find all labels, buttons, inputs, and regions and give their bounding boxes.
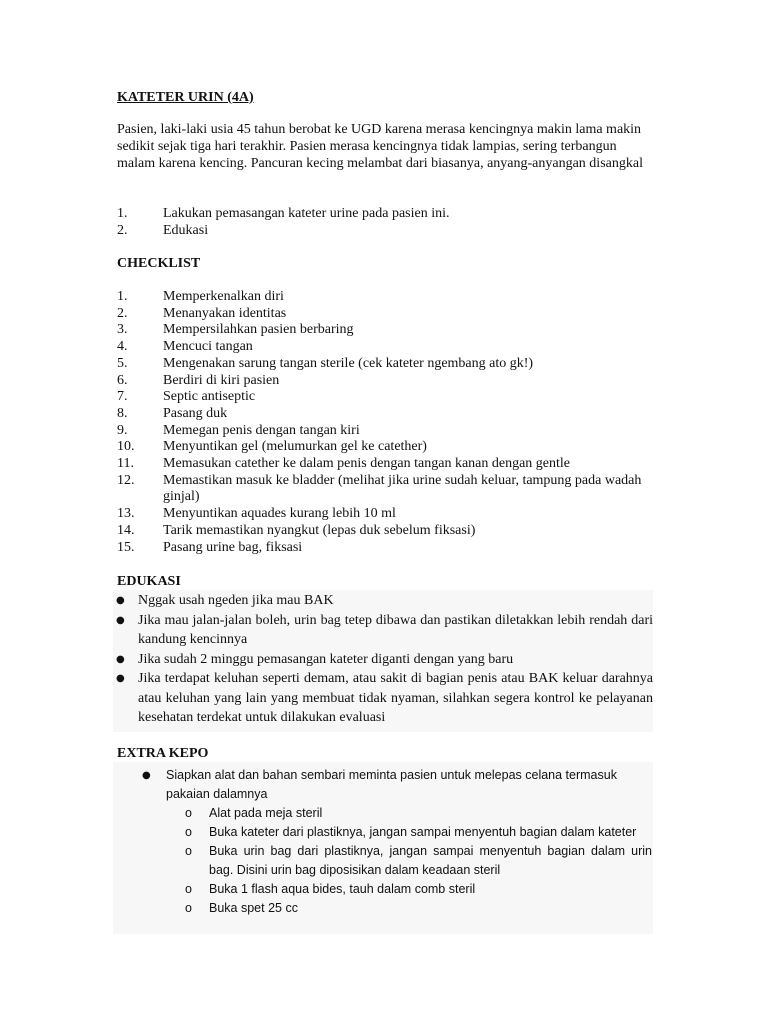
checklist-item <box>117 373 653 390</box>
task-number: 1. <box>117 206 128 221</box>
task-item <box>117 222 653 239</box>
checklist-item <box>117 406 653 423</box>
checklist-item <box>117 456 653 473</box>
checklist-number: 5. <box>117 355 128 371</box>
circle-bullet-icon: o <box>185 825 192 839</box>
bullet-icon: ● <box>116 673 125 684</box>
extra-kepo-sublist <box>185 804 652 918</box>
checklist-text: Memperkenalkan diri <box>163 289 284 304</box>
circle-bullet-icon: o <box>185 882 192 896</box>
checklist-item <box>117 306 653 323</box>
sub-item <box>185 804 652 823</box>
checklist-number: 8. <box>117 405 128 421</box>
edukasi-text: Jika terdapat keluhan seperti demam, atau sakit di bagian penis atau BAK keluar darahnya atau keluhan yang lain yang membuat tidak nyaman, silahkan segera kontrol ke pelayanan kesehatan terdekat untuk dilakukan evaluasi <box>138 671 653 725</box>
checklist-number: 2. <box>117 305 128 321</box>
task-number: 2. <box>117 223 128 238</box>
checklist-text: Menyuntikan gel (melumurkan gel ke catether) <box>163 439 427 455</box>
checklist-number: 7. <box>117 389 128 405</box>
checklist-text: Mempersilahkan pasien berbaring <box>163 322 354 338</box>
task-item <box>117 205 653 222</box>
edukasi-item <box>113 650 653 670</box>
task-text: Edukasi <box>163 223 209 238</box>
checklist <box>117 289 653 556</box>
sub-item-text: Buka urin bag dari plastiknya, jangan sampai menyentuh bagian dalam urin bag. Disini urin bag diposisikan dalam keadaan steril <box>209 844 652 877</box>
checklist-item <box>117 339 653 356</box>
sub-item-text: Buka 1 flash aqua bides, tauh dalam comb steril <box>209 882 476 896</box>
checklist-item <box>117 289 653 306</box>
checklist-item <box>117 423 653 440</box>
checklist-number: 6. <box>117 372 128 388</box>
sub-item-text: Buka kateter dari plastiknya, jangan sampai menyentuh bagian dalam kateter <box>209 825 637 839</box>
bullet-icon: ● <box>116 653 125 665</box>
edukasi-text: Jika sudah 2 minggu pemasangan kateter diganti dengan yang baru <box>138 651 514 667</box>
extra-kepo-heading: EXTRA KEPO <box>117 746 209 761</box>
extra-kepo-item <box>138 766 652 804</box>
circle-bullet-icon: o <box>185 901 192 915</box>
checklist-text: Berdiri di kiri pasien <box>163 372 280 388</box>
checklist-number: 3. <box>117 322 128 338</box>
edukasi-heading: EDUKASI <box>117 574 181 589</box>
checklist-number: 12. <box>117 472 135 488</box>
sub-item-text: Alat pada meja steril <box>209 806 323 820</box>
circle-bullet-icon: o <box>185 806 192 820</box>
sub-item <box>185 899 652 918</box>
task-list <box>117 205 653 239</box>
checklist-text: Pasang duk <box>163 405 228 421</box>
checklist-number: 10. <box>117 439 135 455</box>
sub-item <box>185 880 652 899</box>
checklist-number: 15. <box>117 539 135 555</box>
edukasi-text: Nggak usah ngeden jika mau BAK <box>138 593 334 608</box>
checklist-text: Memastikan masuk ke bladder (melihat jika urine sudah keluar, tampung pada wadah ginjal) <box>163 472 642 505</box>
checklist-number: 1. <box>117 289 128 304</box>
checklist-item <box>117 540 653 557</box>
checklist-number: 13. <box>117 506 135 522</box>
sub-item-text: Buka spet 25 cc <box>209 901 298 915</box>
edukasi-list <box>113 591 653 728</box>
checklist-text: Tarik memastikan nyangkut (lepas duk sebelum fiksasi) <box>163 522 476 538</box>
sub-item <box>185 842 652 880</box>
checklist-text: Memegan penis dengan tangan kiri <box>163 422 360 438</box>
checklist-item <box>117 322 653 339</box>
checklist-number: 11. <box>117 456 134 472</box>
checklist-text: Mengenakan sarung tangan sterile (cek kateter ngembang ato gk!) <box>163 355 534 371</box>
bullet-icon: ● <box>116 614 125 626</box>
bullet-icon: ● <box>142 770 151 781</box>
checklist-text: Mencuci tangan <box>163 339 253 355</box>
checklist-item <box>117 473 653 506</box>
checklist-number: 9. <box>117 422 128 438</box>
checklist-item <box>117 356 653 373</box>
checklist-text: Menanyakan identitas <box>163 305 287 321</box>
edukasi-item <box>113 669 653 728</box>
checklist-text: Pasang urine bag, fiksasi <box>163 539 303 555</box>
checklist-item <box>117 506 653 523</box>
task-text: Lakukan pemasangan kateter urine pada pasien ini. <box>163 206 450 221</box>
checklist-item <box>117 389 653 406</box>
document-title: KATETER URIN (4A) <box>117 90 254 105</box>
circle-bullet-icon: o <box>185 844 192 858</box>
checklist-item <box>117 439 653 456</box>
sub-item <box>185 823 652 842</box>
extra-kepo-text: Siapkan alat dan bahan sembari meminta pasien untuk melepas celana termasuk pakaian dalamnya <box>166 768 617 801</box>
edukasi-item <box>113 591 653 611</box>
checklist-text: Memasukan catether ke dalam penis dengan tangan kanan dengan gentle <box>163 456 571 472</box>
checklist-heading: CHECKLIST <box>117 256 201 271</box>
checklist-number: 14. <box>117 522 135 538</box>
edukasi-item <box>113 611 653 650</box>
checklist-text: Menyuntikan aquades kurang lebih 10 ml <box>163 506 396 522</box>
checklist-text: Septic antiseptic <box>163 389 256 405</box>
extra-kepo-list <box>138 766 652 804</box>
checklist-item <box>117 523 653 540</box>
edukasi-text: Jika mau jalan-jalan boleh, urin bag tetep dibawa dan pastikan diletakkan lebih rendah dari kandung kencinnya <box>138 612 653 647</box>
bullet-icon: ● <box>116 595 125 606</box>
case-description: Pasien, laki-laki usia 45 tahun berobat ke UGD karena merasa kencingnya makin lama makin sedikit sejak tiga hari terakhir. Pasien merasa kencingnya tidak lampias, sering terbangun malam karena kencing. Pancuran kecing melambat dari biasanya, anyang-anyangan disangkal <box>117 122 643 171</box>
checklist-number: 4. <box>117 339 128 355</box>
